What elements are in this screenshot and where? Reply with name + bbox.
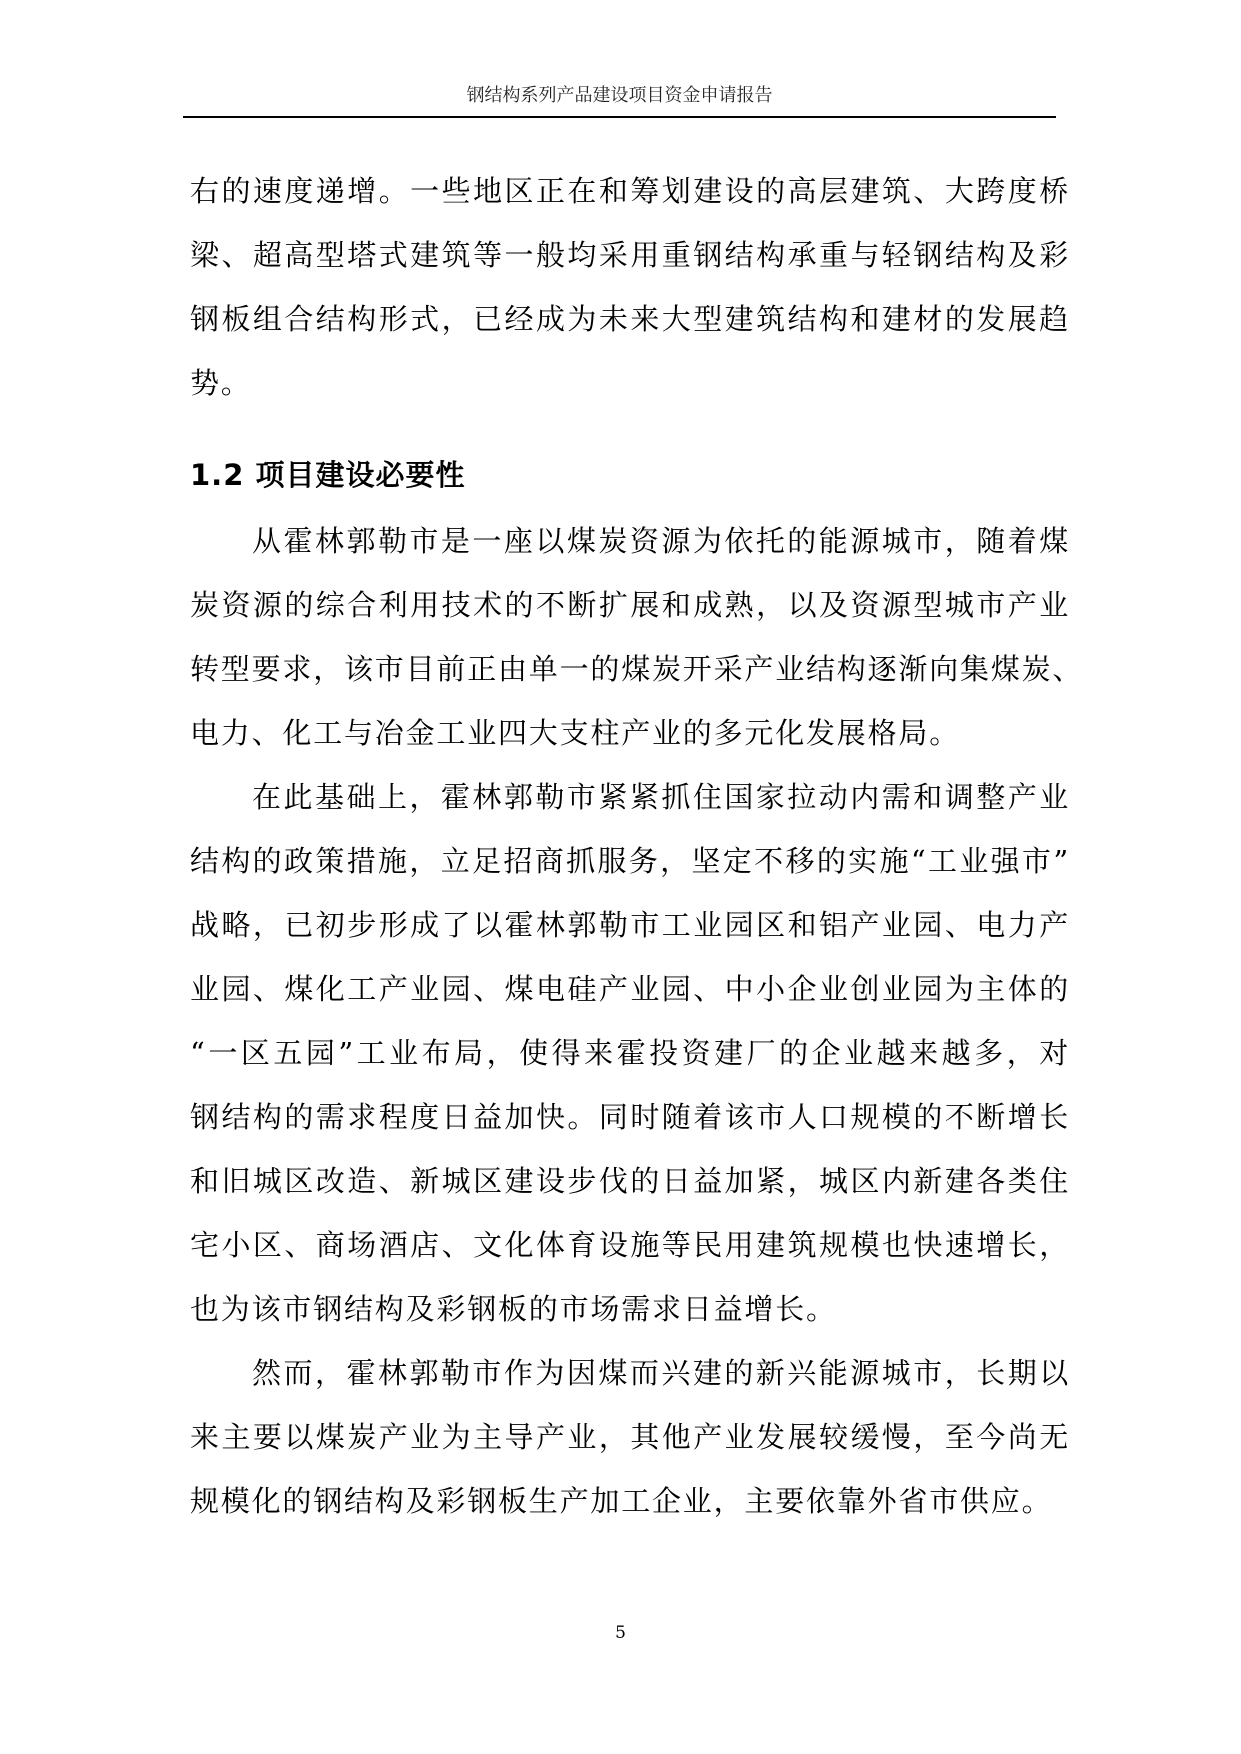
- text-line: 炭资源的综合利用技术的不断扩展和成熟，以及资源型城市产业: [190, 588, 1070, 622]
- text-line: 右的速度递增。一些地区正在和筹划建设的高层建筑、大跨度桥: [190, 174, 1070, 208]
- text-line: 来主要以煤炭产业为主导产业，其他产业发展较缓慢，至今尚无: [190, 1420, 1070, 1454]
- paragraph: [190, 765, 1070, 1341]
- section-heading: 1.2 项目建设必要性: [190, 458, 466, 492]
- text-line: 转型要求，该市目前正由单一的煤炭开采产业结构逐渐向集煤炭、: [190, 652, 1084, 686]
- text-line: 然而，霍林郭勒市作为因煤而兴建的新兴能源城市，长期以: [252, 1356, 1070, 1390]
- paragraph: [190, 159, 1070, 415]
- text-line: “一区五园”工业布局，使得来霍投资建厂的企业越来越多，对: [190, 1036, 1070, 1070]
- document-title: 钢结构系列产品建设项目资金申请报告: [466, 85, 773, 106]
- text-line: 和旧城区改造、新城区建设步伐的日益加紧，城区内新建各类住: [190, 1164, 1070, 1198]
- text-line: 势。: [190, 366, 252, 400]
- text-line: 也为该市钢结构及彩钢板的市场需求日益增长。: [190, 1292, 837, 1326]
- text-line: 梁、超高型塔式建筑等一般均采用重钢结构承重与轻钢结构及彩: [190, 238, 1070, 272]
- paragraph: [190, 1341, 1070, 1533]
- text-line: 从霍林郭勒市是一座以煤炭资源为依托的能源城市，随着煤: [252, 524, 1070, 558]
- text-line: 钢板组合结构形式，已经成为未来大型建筑结构和建材的发展趋: [190, 302, 1070, 336]
- text-line: 规模化的钢结构及彩钢板生产加工企业，主要依靠外省市供应。: [190, 1484, 1053, 1518]
- text-line: 结构的政策措施，立足招商抓服务，坚定不移的实施“工业强市”: [190, 844, 1070, 878]
- page-header: [183, 84, 1056, 118]
- paragraph: [190, 509, 1084, 765]
- text-line: 电力、化工与冶金工业四大支柱产业的多元化发展格局。: [190, 716, 961, 750]
- document-body: [190, 159, 1084, 1533]
- text-line: 业园、煤化工产业园、煤电硅产业园、中小企业创业园为主体的: [190, 972, 1070, 1006]
- text-line: 宅小区、商场酒店、文化体育设施等民用建筑规模也快速增长，: [190, 1228, 1070, 1262]
- text-line: 战略，已初步形成了以霍林郭勒市工业园区和铝产业园、电力产: [190, 908, 1070, 942]
- page-number: 5: [615, 1623, 626, 1643]
- text-line: 钢结构的需求程度日益加快。同时随着该市人口规模的不断增长: [190, 1100, 1070, 1134]
- text-line: 在此基础上，霍林郭勒市紧紧抓住国家拉动内需和调整产业: [252, 780, 1070, 814]
